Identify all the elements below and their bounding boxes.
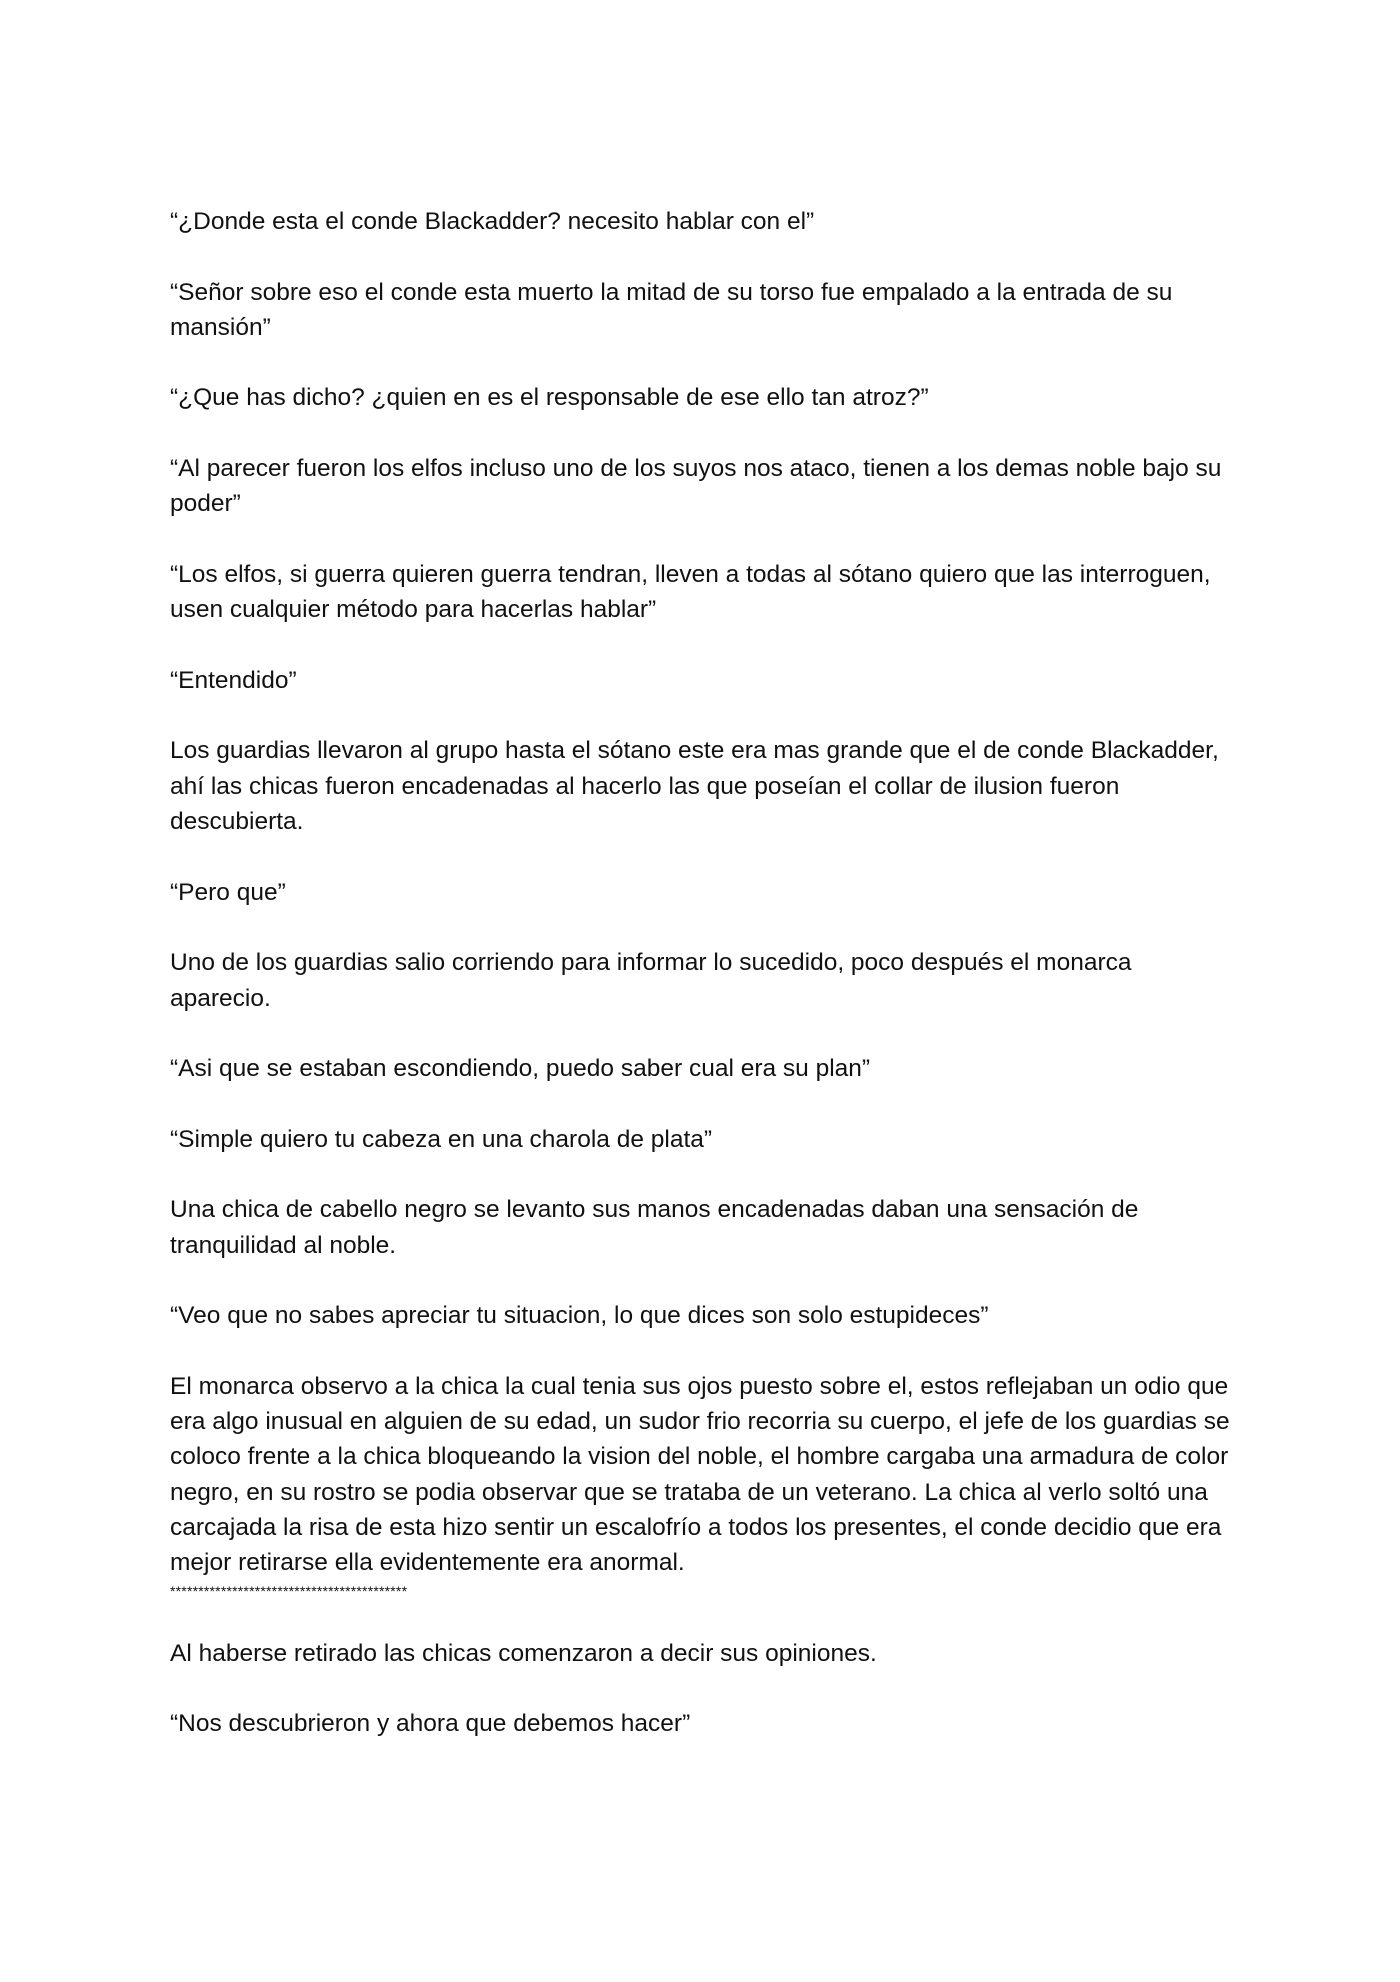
dialogue-paragraph: “Veo que no sabes apreciar tu situacion, lo que dices son solo estupideces” [170, 1302, 989, 1330]
dialogue-paragraph: “Nos descubrieron y ahora que debemos hacer” [170, 1710, 691, 1738]
dialogue-paragraph: “Los elfos, si guerra quieren guerra tendran, lleven a todas al sótano quiero que las interroguen, usen cualquier método para hacerlas hablar” [170, 560, 1211, 624]
narrative-paragraph: Al haberse retirado las chicas comenzaron a decir sus opiniones. [170, 1639, 877, 1667]
narrative-paragraph: El monarca observo a la chica la cual tenia sus ojos puesto sobre el, estos reflejaban un odio que era algo inusual en alguien de su edad, un sudor frio recorria su cuerpo, el jefe de los guardias se coloco frente a la chica bloqueando la vision del noble, el hombre cargaba una armadura de color negro, en su rostro se podia observar que se trataba de un veterano. La chica al verlo soltó una carcajada la risa de esta hizo sentir un escalofrío a todos los presentes, el conde decidio que era mejor retirarse ella evidentemente era anormal. [170, 1372, 1230, 1577]
dialogue-paragraph: “Asi que se estaban escondiendo, puedo saber cual era su plan” [170, 1055, 871, 1083]
dialogue-paragraph: “Entendido” [170, 666, 297, 694]
dialogue-paragraph: “Pero que” [170, 878, 286, 906]
scene-separator: ****************************************** [170, 1582, 408, 1599]
dialogue-paragraph: “¿Donde esta el conde Blackadder? necesito hablar con el” [170, 208, 815, 235]
narrative-paragraph: Uno de los guardias salio corriendo para informar lo sucedido, poco después el monarca aparecio. [170, 949, 1132, 1012]
dialogue-paragraph: “Al parecer fueron los elfos incluso uno de los suyos nos ataco, tienen a los demas noble bajo su poder” [170, 455, 1222, 518]
dialogue-paragraph: “Simple quiero tu cabeza en una charola de plata” [170, 1125, 713, 1153]
dialogue-paragraph: “Señor sobre eso el conde esta muerto la mitad de su torso fue empalado a la entrada de su mansión” [170, 278, 1173, 341]
narrative-paragraph: Una chica de cabello negro se levanto sus manos encadenadas daban una sensación de tranquilidad al noble. [170, 1196, 1139, 1259]
dialogue-paragraph: “¿Que has dicho? ¿quien en es el responsable de ese ello tan atroz?” [170, 384, 929, 412]
narrative-paragraph: Los guardias llevaron al grupo hasta el sótano este era mas grande que el de conde Blackadder, ahí las chicas fueron encadenadas al hacerlo las que poseían el collar de ilusion fueron descubierta. [170, 737, 1219, 836]
document-body [170, 204, 1238, 1777]
